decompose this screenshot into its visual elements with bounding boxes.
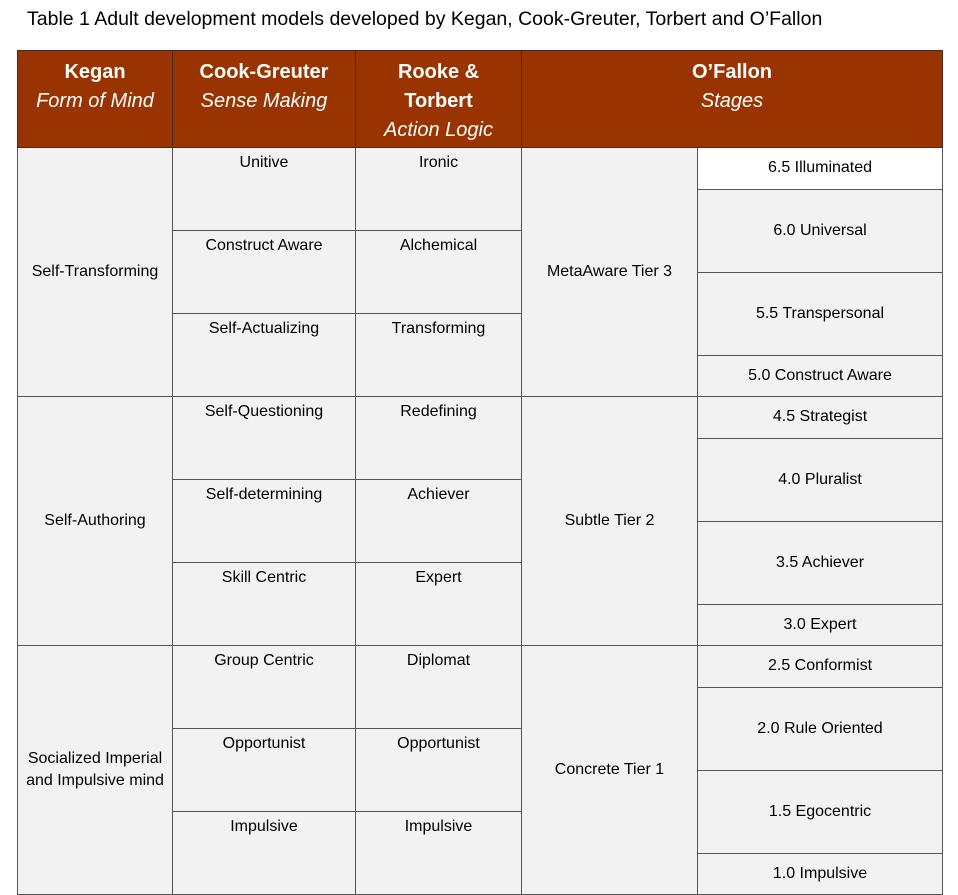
stage-cell: 3.0 Expert xyxy=(698,604,943,646)
table-row xyxy=(18,148,943,190)
torbert-cell: Achiever xyxy=(356,480,522,563)
stage-cell: 6.5 Illuminated xyxy=(698,148,943,190)
kegan-cell: Self-Transforming xyxy=(18,148,173,397)
torbert-cell: Opportunist xyxy=(356,729,522,812)
stage-cell: 4.0 Pluralist xyxy=(698,438,943,521)
cook-greuter-cell: Self-Actualizing xyxy=(173,314,356,397)
cook-greuter-cell: Self-Questioning xyxy=(173,397,356,480)
stage-cell: 1.5 Egocentric xyxy=(698,770,943,853)
tier-cell: Subtle Tier 2 xyxy=(522,397,698,646)
table-row xyxy=(18,646,943,688)
header-subtitle: Stages xyxy=(700,90,764,112)
header-title: O’Fallon xyxy=(692,61,772,83)
stage-cell: 5.0 Construct Aware xyxy=(698,355,943,397)
header-subtitle: Action Logic xyxy=(384,119,493,141)
cook-greuter-cell: Self-determining xyxy=(173,480,356,563)
stage-cell: 2.0 Rule Oriented xyxy=(698,687,943,770)
torbert-cell: Ironic xyxy=(356,148,522,231)
torbert-cell: Expert xyxy=(356,563,522,646)
tier-cell: MetaAware Tier 3 xyxy=(522,148,698,397)
tier-cell: Concrete Tier 1 xyxy=(522,646,698,895)
torbert-cell: Impulsive xyxy=(356,812,522,895)
kegan-cell: Self-Authoring xyxy=(18,397,173,646)
header-title: Rooke & Torbert xyxy=(397,61,480,112)
header-ofallon xyxy=(522,51,943,148)
header-subtitle: Form of Mind xyxy=(36,90,154,112)
header-torbert xyxy=(356,51,522,148)
stage-cell: 2.5 Conformist xyxy=(698,646,943,688)
stage-cell: 3.5 Achiever xyxy=(698,521,943,604)
stage-cell: 4.5 Strategist xyxy=(698,397,943,439)
table-row xyxy=(18,397,943,439)
table-caption: Table 1 Adult development models developed by Kegan, Cook-Greuter, Torbert and O’Fallon xyxy=(27,8,823,30)
header-title: Cook-Greuter xyxy=(199,61,329,83)
torbert-cell: Alchemical xyxy=(356,231,522,314)
stage-cell: 5.5 Transpersonal xyxy=(698,272,943,355)
header-subtitle: Sense Making xyxy=(200,90,328,112)
stage-cell: 6.0 Universal xyxy=(698,189,943,272)
adult-development-table xyxy=(17,50,943,895)
header-cook-greuter xyxy=(173,51,356,148)
torbert-cell: Redefining xyxy=(356,397,522,480)
kegan-cell: Socialized Imperial and Impulsive mind xyxy=(18,646,173,895)
cook-greuter-cell: Construct Aware xyxy=(173,231,356,314)
cook-greuter-cell: Impulsive xyxy=(173,812,356,895)
torbert-cell: Diplomat xyxy=(356,646,522,729)
header-row xyxy=(18,51,943,148)
cook-greuter-cell: Skill Centric xyxy=(173,563,356,646)
header-title: Kegan xyxy=(64,61,126,83)
cook-greuter-cell: Group Centric xyxy=(173,646,356,729)
cook-greuter-cell: Opportunist xyxy=(173,729,356,812)
header-kegan xyxy=(18,51,173,148)
torbert-cell: Transforming xyxy=(356,314,522,397)
cook-greuter-cell: Unitive xyxy=(173,148,356,231)
stage-cell: 1.0 Impulsive xyxy=(698,853,943,895)
